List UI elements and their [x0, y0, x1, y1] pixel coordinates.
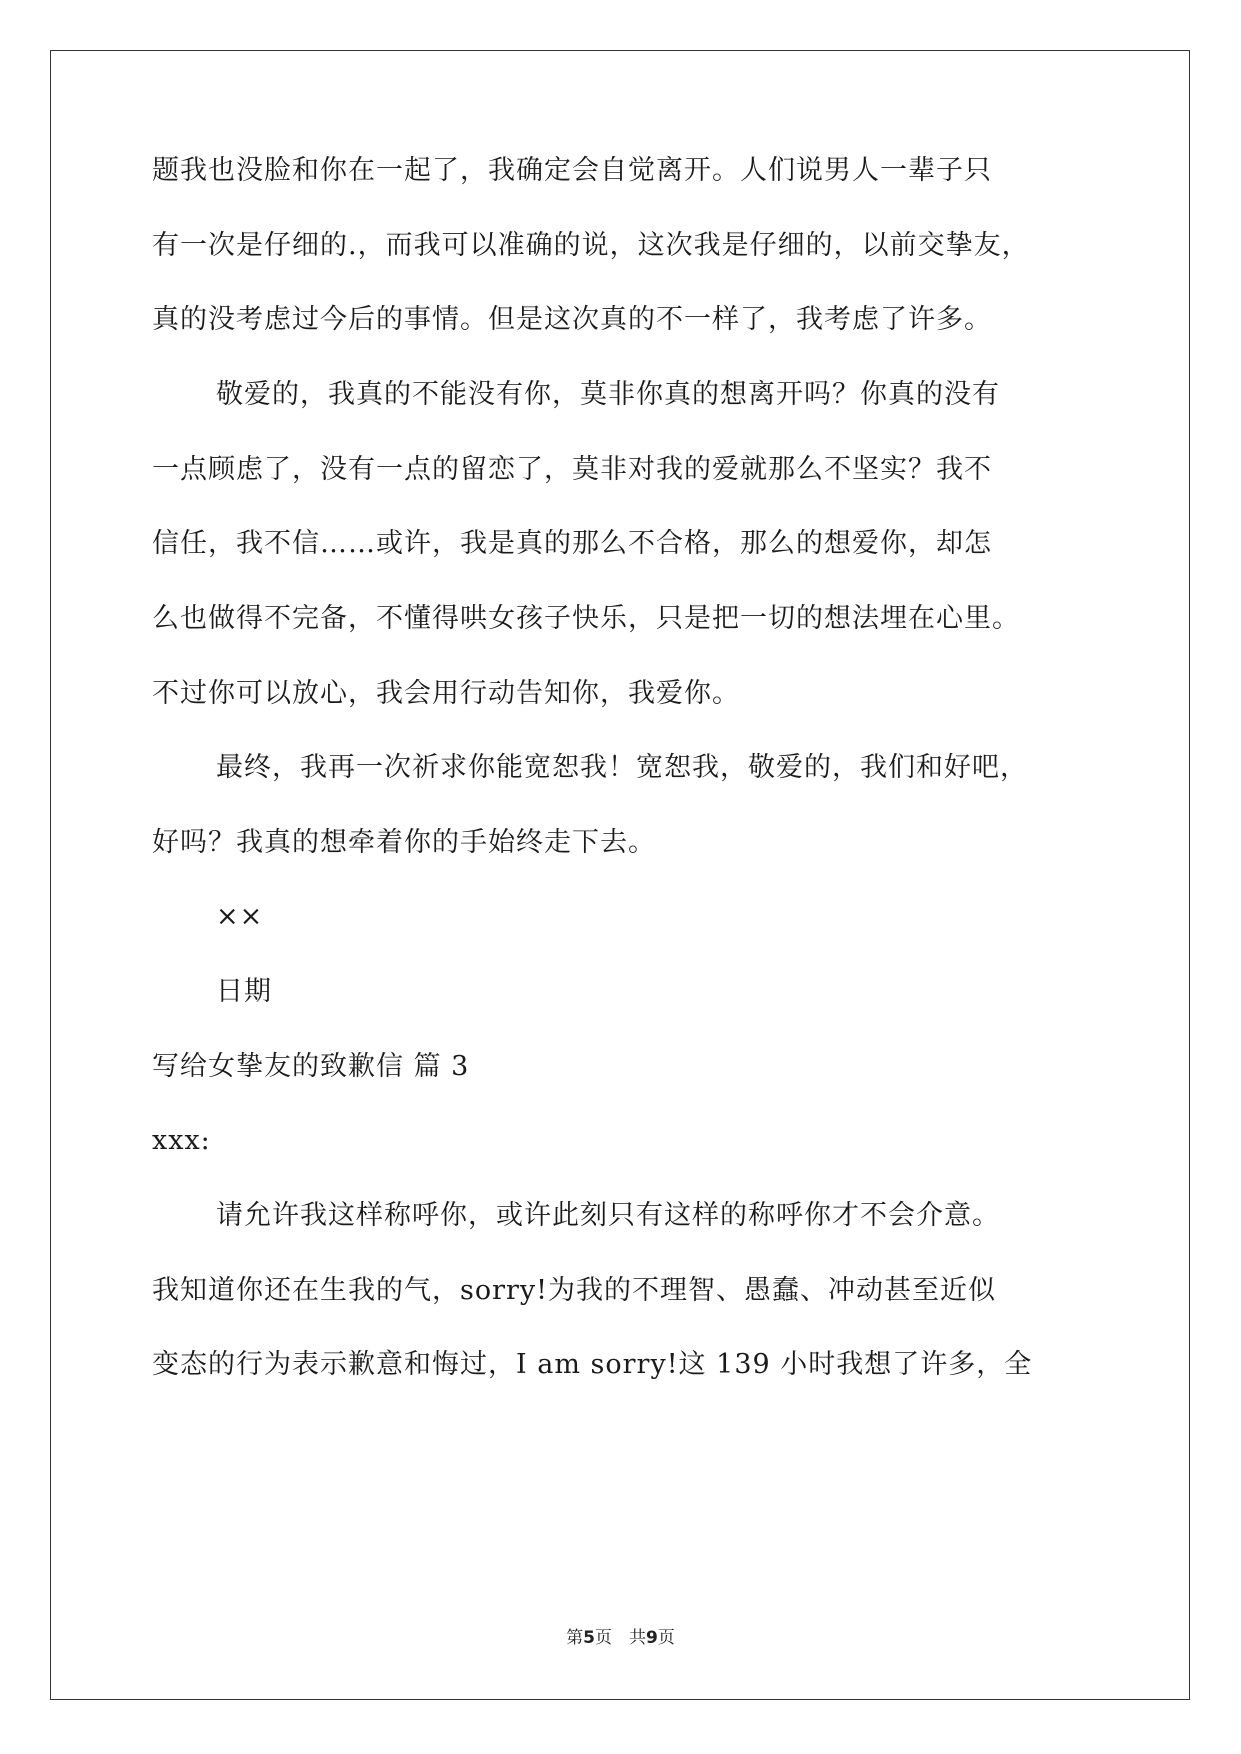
current-page-number: 5: [583, 1628, 595, 1648]
paragraph-line: 信任，我不信……或许，我是真的那么不合格，那么的想爱你，却怎: [152, 528, 992, 559]
signature-mark: ××: [216, 901, 264, 932]
footer-prefix: 第: [566, 1628, 584, 1648]
paragraph-line: 一点顾虑了，没有一点的留恋了，莫非对我的爱就那么不坚实？我不: [152, 454, 992, 485]
page-footer: [0, 1627, 1241, 1649]
paragraph-line: 敬爱的，我真的不能没有你，莫非你真的想离开吗？你真的没有: [216, 379, 1000, 410]
salutation: xxx:: [152, 1125, 211, 1156]
paragraph-line: 题我也没脸和你在一起了，我确定会自觉离开。人们说男人一辈子只: [152, 155, 992, 186]
page-border: [50, 50, 1190, 1700]
paragraph-line: 不过你可以放心，我会用行动告知你，我爱你。: [152, 678, 740, 709]
total-page-number: 9: [646, 1628, 658, 1648]
footer-mid: 页 共: [595, 1628, 646, 1648]
paragraph-line: 真的没考虑过今后的事情。但是这次真的不一样了，我考虑了许多。: [152, 304, 992, 335]
section-heading: 写给女挚友的致歉信 篇 3: [152, 1051, 470, 1082]
date-line: 日期: [216, 976, 272, 1007]
paragraph-line: 有一次是仔细的.，而我可以准确的说，这次我是仔细的，以前交挚友，: [152, 230, 1030, 261]
paragraph-line: 么也做得不完备，不懂得哄女孩子快乐，只是把一切的想法埋在心里。: [152, 603, 1020, 634]
paragraph-line: 请允许我这样称呼你，或许此刻只有这样的称呼你才不会介意。: [216, 1200, 1000, 1231]
paragraph-line: 变态的行为表示歉意和悔过，I am sorry!这 139 小时我想了许多，全: [152, 1349, 1033, 1380]
paragraph-line: 最终，我再一次祈求你能宽恕我！宽恕我，敬爱的，我们和好吧，: [216, 752, 1028, 783]
paragraph-line: 好吗？我真的想牵着你的手始终走下去。: [152, 827, 656, 858]
footer-suffix: 页: [657, 1628, 675, 1648]
paragraph-line: 我知道你还在生我的气，sorry!为我的不理智、愚蠢、冲动甚至近似: [152, 1275, 997, 1306]
